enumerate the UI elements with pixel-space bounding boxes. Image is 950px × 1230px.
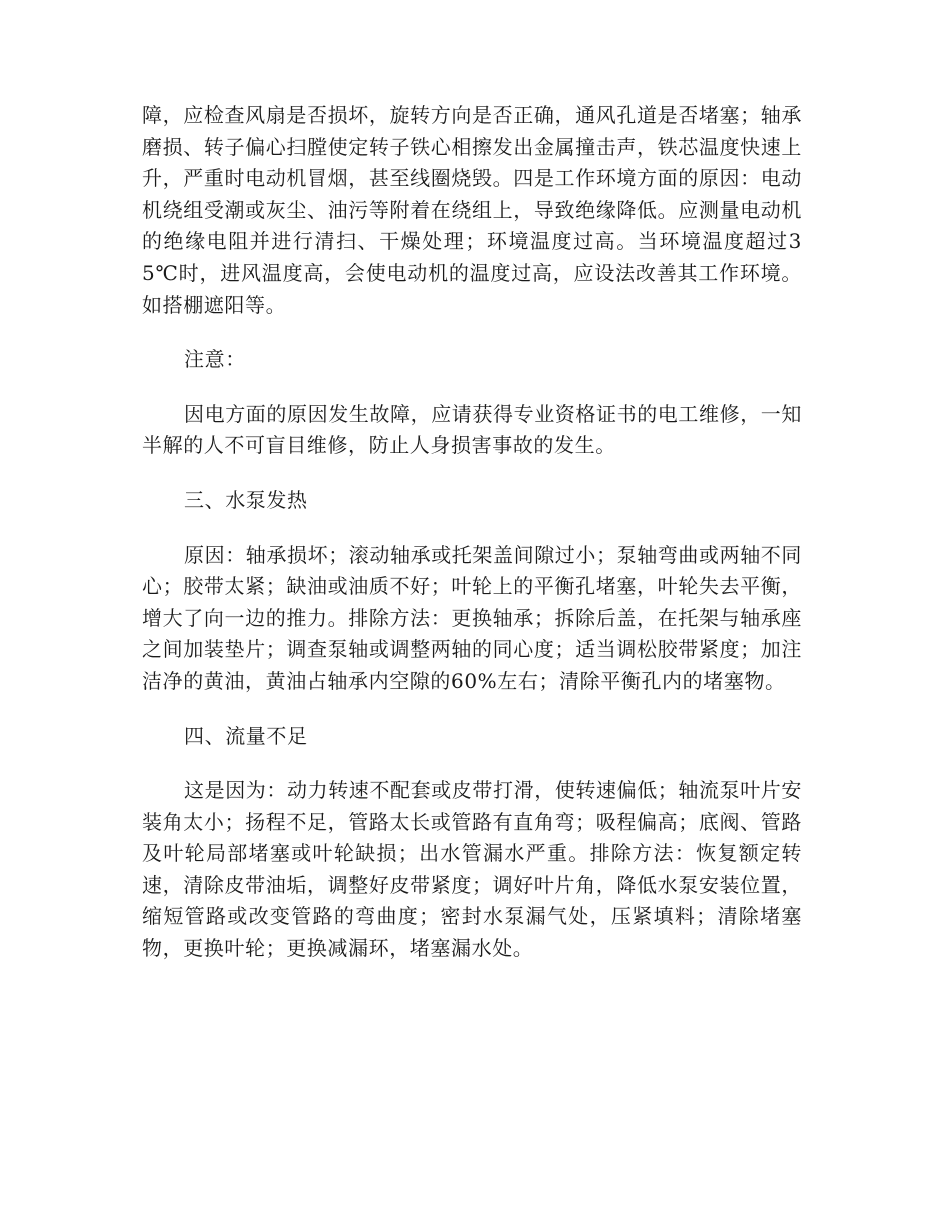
document-body xyxy=(142,100,802,988)
section-heading-insufficient-flow: 四、流量不足 xyxy=(184,723,308,748)
section-heading-pump-overheating: 三、水泵发热 xyxy=(184,487,308,512)
paragraph-continued-motor-faults: 障，应检查风扇是否损坏，旋转方向是否正确，通风孔道是否堵塞；轴承磨损、转子偏心扫膛使定转子铁心相擦发出金属撞击声，铁芯温度快速上升，严重时电动机冒烟，甚至线圈烧毁。四是工作环境方面的原因：电动机绕组受潮或灰尘、油污等附着在绕组上，导致绝缘降低。应测量电动机的绝缘电阻并进行清扫、干燥处理；环境温度过高。当环境温度超过35℃时，进风温度高，会使电动机的温度过高，应设法改善其工作环境。如搭棚遮阳等。 xyxy=(142,103,802,317)
note-heading: 注意： xyxy=(184,347,246,372)
paragraph-pump-overheating: 原因：轴承损坏；滚动轴承或托架盖间隙过小；泵轴弯曲或两轴不同心；胶带太紧；缺油或油质不好；叶轮上的平衡孔堵塞，叶轮失去平衡，增大了向一边的推力。排除方法：更换轴承；拆除后盖，在托架与轴承座之间加装垫片；调查泵轴或调整两轴的同心度；适当调松胶带紧度；加注洁净的黄油，黄油占轴承内空隙的60%左右；清除平衡孔内的堵塞物。 xyxy=(142,542,802,693)
paragraph-electrical-repair-note: 因电方面的原因发生故障，应请获得专业资格证书的电工维修，一知半解的人不可盲目维修，防止人身损害事故的发生。 xyxy=(142,401,802,458)
paragraph-insufficient-flow: 这是因为：动力转速不配套或皮带打滑，使转速偏低；轴流泵叶片安装角太小；扬程不足，管路太长或管路有直角弯；吸程偏高；底阀、管路及叶轮局部堵塞或叶轮缺损；出水管漏水严重。排除方法：恢复额定转速，清除皮带油垢，调整好皮带紧度；调好叶片角，降低水泵安装位置，缩短管路或改变管路的弯曲度；密封水泵漏气处，压紧填料；清除堵塞物，更换叶轮；更换减漏环，堵塞漏水处。 xyxy=(142,778,802,961)
